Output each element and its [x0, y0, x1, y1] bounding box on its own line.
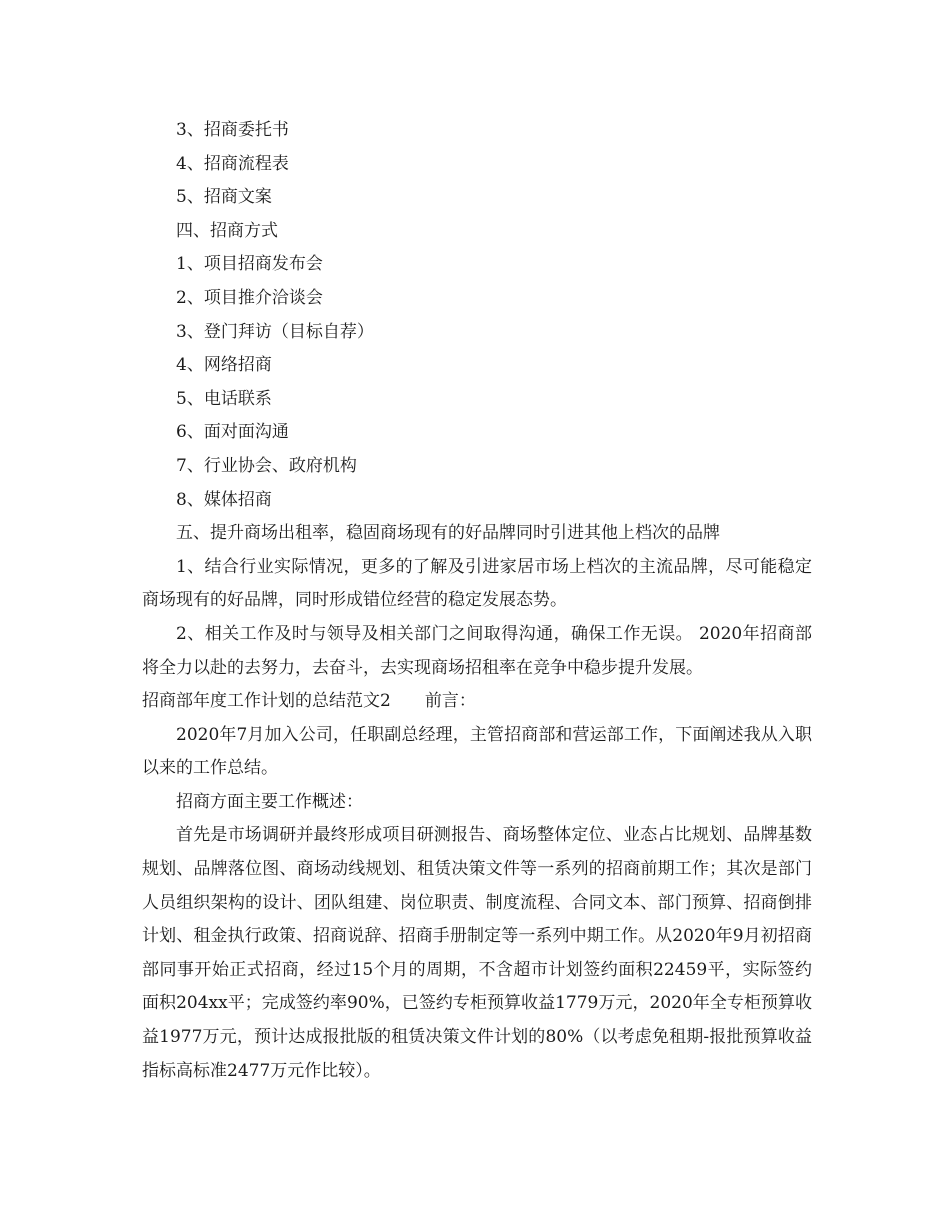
section-heading: 四、招商方式 [176, 220, 278, 241]
document-title-line [142, 685, 812, 719]
document-subtitle: 前言： [424, 691, 476, 712]
list-item: 1、项目招商发布会 [176, 254, 323, 275]
body-paragraph: 2020年7月加入公司，任职副总经理，主管招商部和营运部工作，下面阐述我从入职以来的工作总结。 [142, 724, 812, 779]
section-heading: 五、提升商场出租率，稳固商场现有的好品牌同时引进其他上档次的品牌 [176, 523, 720, 544]
list-item: 3、登门拜访（目标自荐） [176, 321, 374, 342]
list-item: 2、项目推介洽谈会 [176, 287, 323, 308]
document-title: 招商部年度工作计划的总结范文2 [142, 691, 391, 712]
list-item: 4、网络招商 [176, 355, 272, 376]
list-item: 3、招商委托书 [176, 120, 289, 140]
list-item: 7、行业协会、政府机构 [176, 455, 357, 476]
body-paragraph: 首先是市场调研并最终形成项目研测报告、商场整体定位、业态占比规划、品牌基数规划、品牌落位图、商场动线规划、租赁决策文件等一系列的招商前期工作；其次是部门人员组织架构的设计、团队组建、岗位职责、制度流程、合同文本、部门预算、招商倒排计划、租金执行政策、招商说辞、招商手册制定等一系列中期工作。从2020年9月初招商部同事开始正式招商，经过15个月的周期，不含超市计划签约面积22459平，实际签约面积204xx平；完成签约率90%，已签约专柜预算收益1779万元，2020年全专柜预算收益1977万元，预计达成报批版的租赁决策文件计划的80%（以考虑免租期-报批预算收益指标高标准2477万元作比较）。 [142, 825, 812, 1081]
list-item: 6、面对面沟通 [176, 422, 289, 443]
document-page [142, 114, 812, 1088]
body-paragraph: 2、相关工作及时与领导及相关部门之间取得沟通，确保工作无误。 2020年招商部将全力以赴的去努力，去奋斗，去实现商场招租率在竞争中稳步提升发展。 [142, 623, 812, 678]
list-item: 4、招商流程表 [176, 153, 289, 174]
body-paragraph: 1、结合行业实际情况，更多的了解及引进家居市场上档次的主流品牌，尽可能稳定商场现有的好品牌，同时形成错位经营的稳定发展态势。 [142, 556, 812, 611]
list-item: 8、媒体招商 [176, 489, 272, 510]
list-item: 5、招商文案 [176, 187, 272, 208]
list-item: 5、电话联系 [176, 388, 272, 409]
section-heading: 招商方面主要工作概述： [176, 791, 363, 812]
